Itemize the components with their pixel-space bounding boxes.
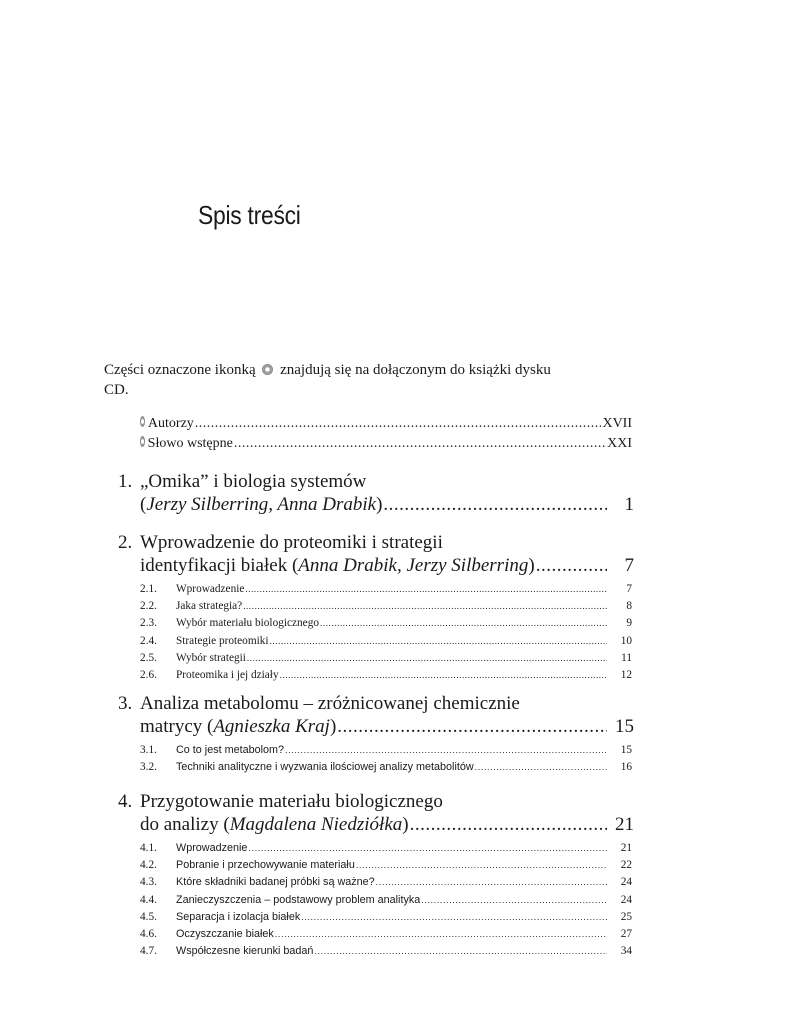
section-entry[interactable]: 3.1. Co to jest metabolom? ..... 15 (140, 742, 632, 759)
chapter-title-line: (Jerzy Silberring, Anna Drabik) ..... 1 (140, 493, 634, 516)
toc-entry-label: Autorzy (147, 416, 194, 431)
section-list (140, 581, 632, 684)
dot-leader (536, 554, 607, 577)
section-entry[interactable]: 4.7. Współczesne kierunki badań ..... 34 (140, 943, 632, 960)
dot-leader (275, 926, 607, 943)
toc-entry-authors[interactable] (140, 414, 632, 434)
section-entry[interactable]: 2.2. Jaka strategia? ..... 8 (140, 598, 632, 615)
chapter-page-number: 15 (615, 716, 634, 737)
dot-leader (245, 581, 607, 598)
toc-page-number: XXI (607, 436, 632, 451)
toc-entry-label: Słowo wstępne (147, 436, 233, 451)
toc-page-number: XVII (602, 416, 632, 431)
chapter-title-line: do analizy (Magdalena Niedziółka) ..... 21 (140, 813, 634, 836)
page-title: Spis treści (198, 200, 301, 230)
dot-leader (270, 633, 607, 650)
section-entry[interactable]: 2.4. Strategie proteomiki ..... 10 (140, 633, 632, 650)
section-list (140, 742, 632, 776)
chapter-title: Analiza metabolomu – zróżnicowanej chemicznie (140, 693, 520, 714)
chapter-authors: Agnieszka Kraj (213, 716, 330, 737)
dot-leader (376, 874, 607, 891)
section-entry[interactable]: 4.4. Zanieczyszczenia – podstawowy problem analityka ..... 24 (140, 892, 632, 909)
section-entry[interactable]: 2.1. Wprowadzenie ..... 7 (140, 581, 632, 598)
section-entry[interactable]: 4.5. Separacja i izolacja białek ..... 25 (140, 909, 632, 926)
cd-icon (140, 436, 145, 447)
cd-note (104, 360, 564, 400)
section-entry[interactable]: 2.3. Wybór materiału biologicznego ..... 9 (140, 615, 632, 632)
section-entry[interactable]: 4.3. Które składniki badanej próbki są ważne? ..... 24 (140, 874, 632, 891)
dot-leader (337, 715, 607, 738)
section-entry[interactable]: 4.1. Wprowadzenie ..... 21 (140, 840, 632, 857)
chapter-2[interactable] (118, 531, 634, 684)
section-entry[interactable]: 2.6. Proteomika i jej działy ..... 12 (140, 667, 632, 684)
chapter-number: 2. (118, 532, 133, 553)
chapter-4[interactable] (118, 790, 634, 960)
dot-leader (234, 434, 606, 454)
section-list (140, 840, 632, 960)
dot-leader (243, 598, 607, 615)
chapter-title: Przygotowanie materiału biologicznego (140, 791, 443, 812)
chapter-number: 4. (118, 791, 133, 812)
chapter-page-number: 1 (624, 494, 634, 515)
front-matter-list (140, 414, 632, 454)
cd-icon (262, 364, 273, 375)
chapter-number: 3. (118, 693, 133, 714)
dot-leader (195, 414, 602, 434)
chapter-number: 1. (118, 471, 133, 492)
cd-note-text-end: znajdują się na dołączonym do książki dysku CD. (104, 362, 551, 398)
chapter-title: Wprowadzenie do proteomiki i strategii (140, 532, 443, 553)
section-entry[interactable]: 2.5. Wybór strategii ..... 11 (140, 650, 632, 667)
chapter-authors: Magdalena Niedziółka (229, 814, 403, 835)
chapter-title-line: identyfikacji białek (Anna Drabik, Jerzy Silberring) ..... 7 (140, 554, 634, 577)
dot-leader (285, 742, 607, 759)
dot-leader (475, 759, 607, 776)
toc-entry-preface[interactable] (140, 434, 632, 454)
chapter-3[interactable] (118, 692, 634, 776)
section-entry[interactable]: 3.2. Techniki analityczne i wyzwania ilościowej analizy metabolitów ..... 16 (140, 759, 632, 776)
dot-leader (280, 667, 607, 684)
section-entry[interactable]: 4.6. Oczyszczanie białek ..... 27 (140, 926, 632, 943)
chapter-page-number: 7 (624, 555, 634, 576)
dot-leader (421, 892, 607, 909)
section-entry[interactable]: 4.2. Pobranie i przechowywanie materiału ..... 22 (140, 857, 632, 874)
dot-leader (410, 813, 607, 836)
cd-note-text-start: Części oznaczone ikonką (104, 362, 256, 378)
dot-leader (320, 615, 607, 632)
dot-leader (301, 909, 607, 926)
chapter-title: „Omika” i biologia systemów (140, 471, 367, 492)
cd-icon (140, 416, 145, 427)
dot-leader (356, 857, 607, 874)
chapter-authors: Anna Drabik, Jerzy Silberring (298, 555, 529, 576)
chapter-1[interactable] (118, 470, 634, 516)
chapter-title-line: matrycy (Agnieszka Kraj) ..... 15 (140, 715, 634, 738)
chapter-page-number: 21 (615, 814, 634, 835)
dot-leader (247, 650, 607, 667)
dot-leader (314, 943, 607, 960)
chapter-authors: Jerzy Silberring, Anna Drabik (146, 494, 377, 515)
dot-leader (248, 840, 607, 857)
dot-leader (383, 493, 607, 516)
